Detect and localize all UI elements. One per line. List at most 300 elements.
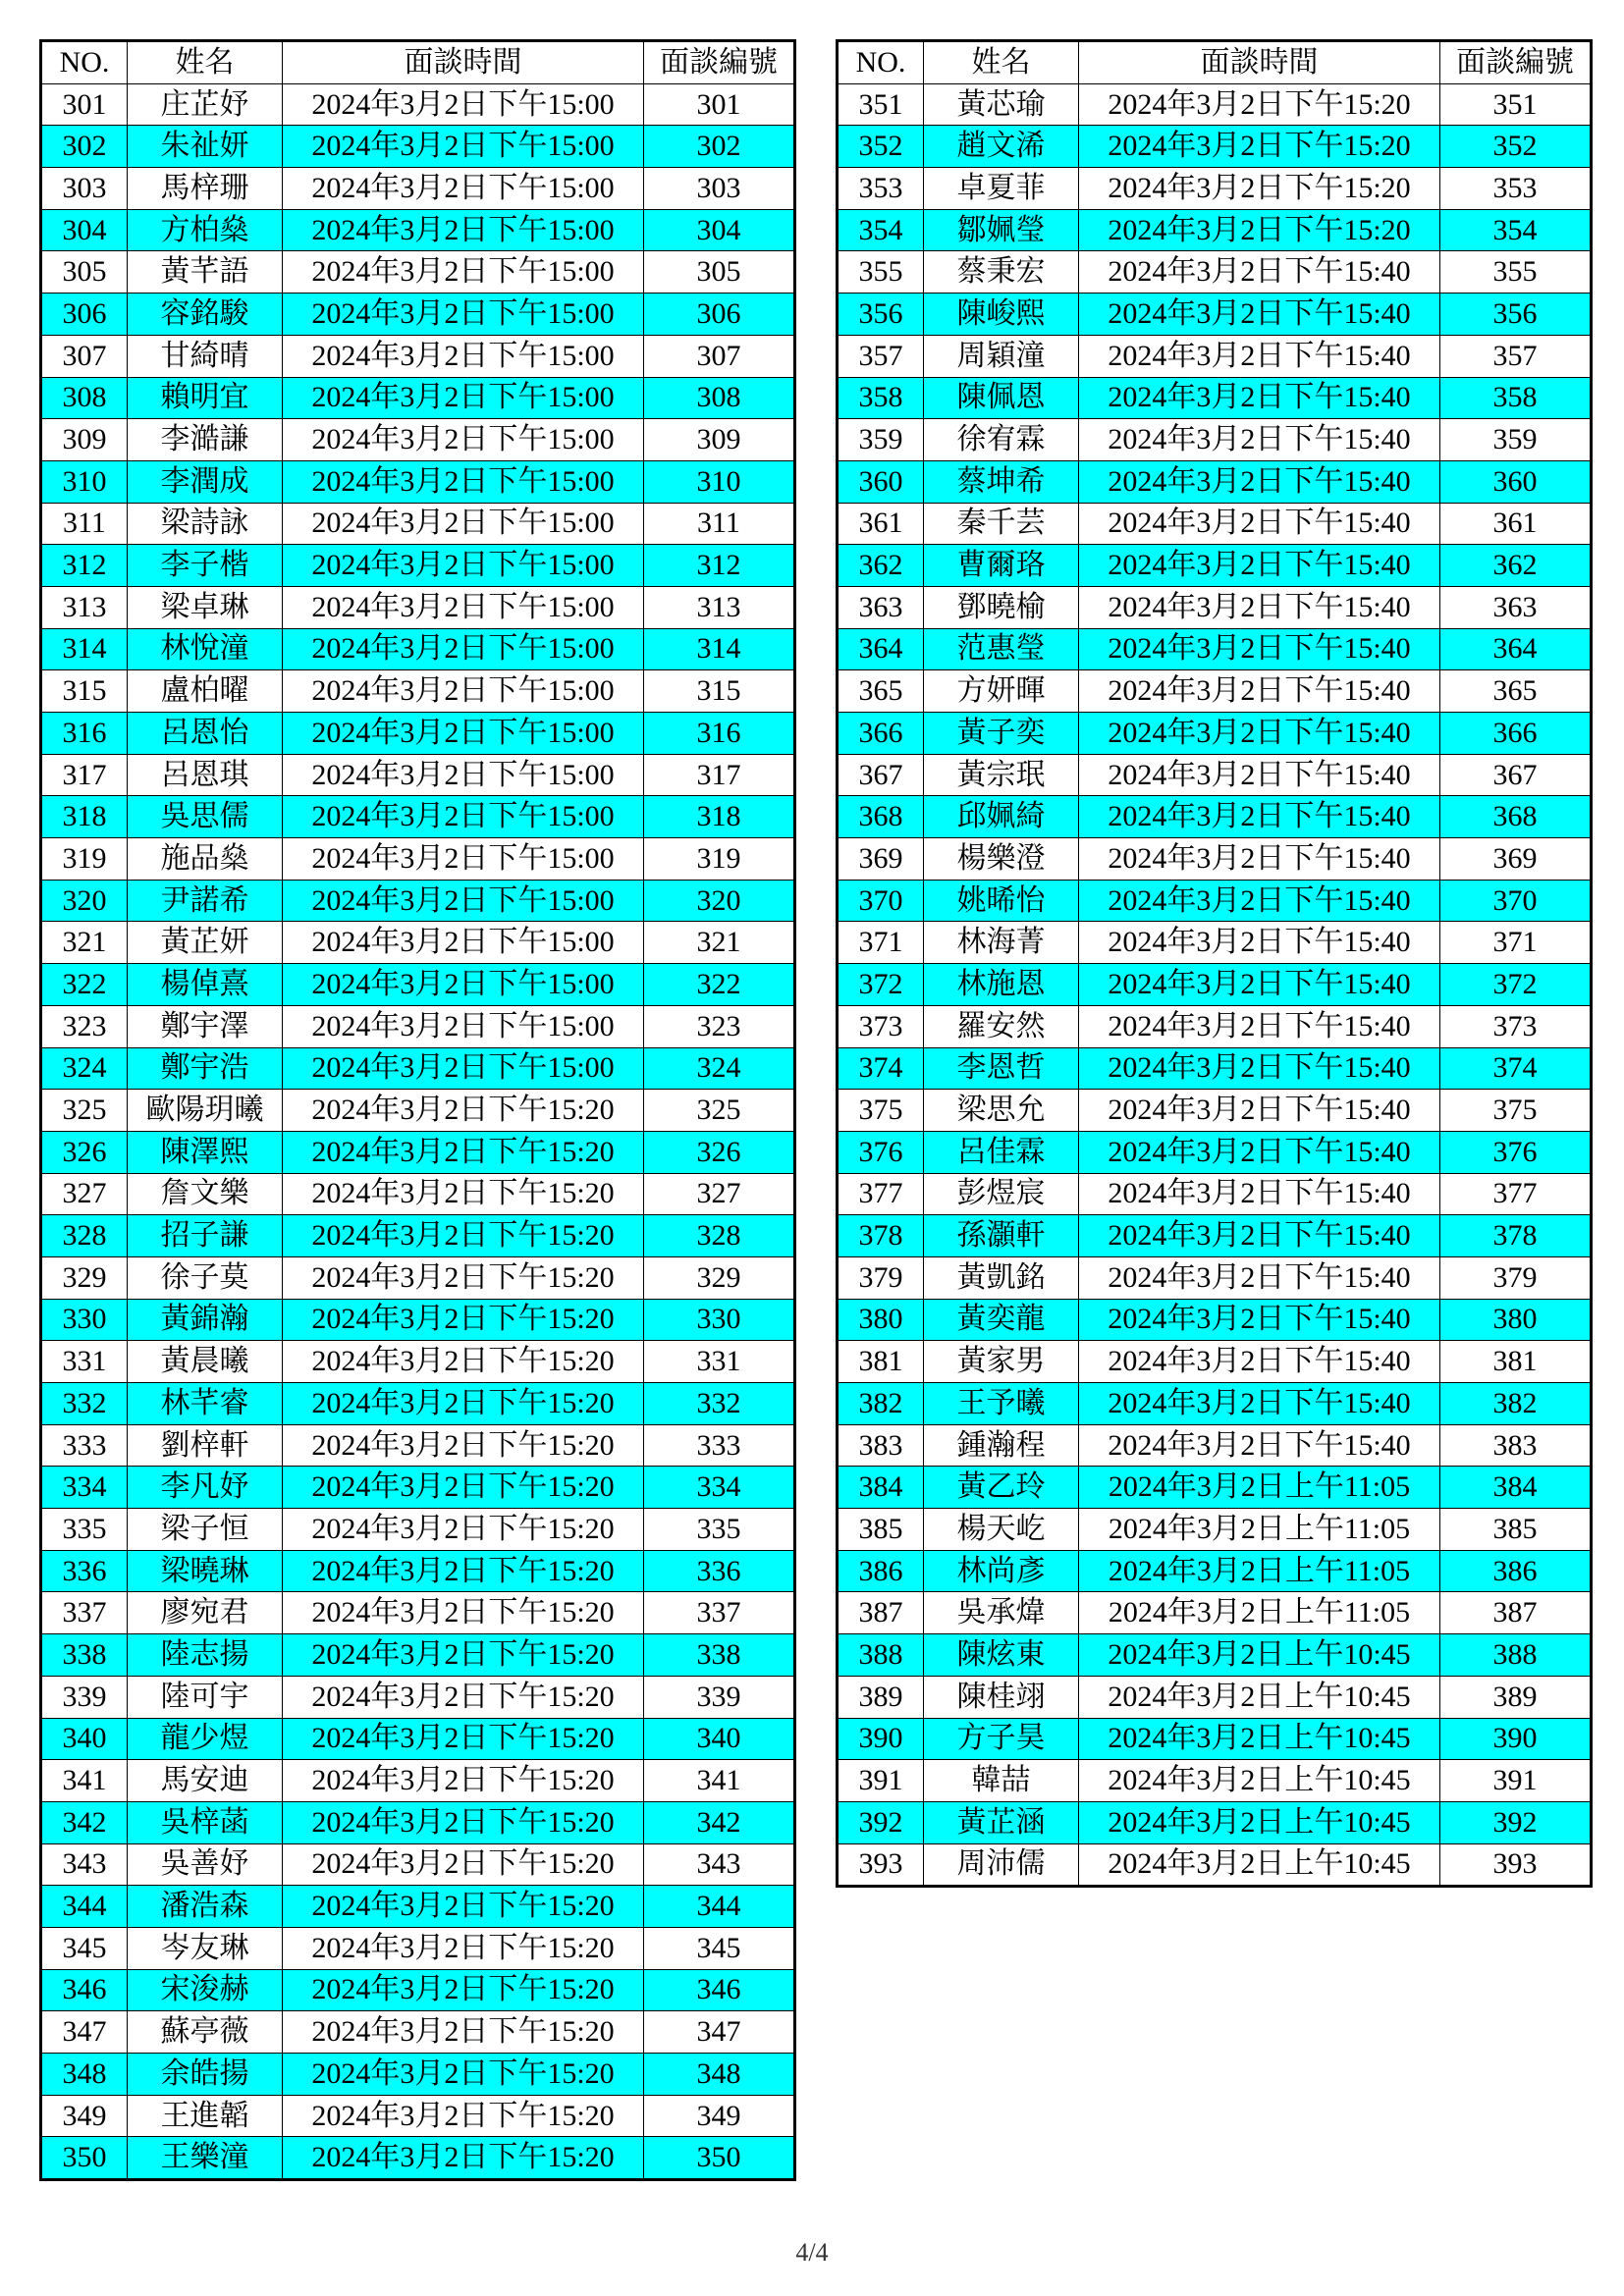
- table-row: [41, 335, 795, 377]
- table-row: [838, 168, 1592, 210]
- cell-time: 2024年3月2日下午15:40: [1079, 880, 1440, 922]
- cell-name: 尹諾希: [128, 880, 283, 922]
- cell-no: 354: [838, 209, 924, 251]
- cell-code: 311: [644, 503, 795, 545]
- cell-time: 2024年3月2日下午15:40: [1079, 419, 1440, 461]
- cell-time: 2024年3月2日下午15:20: [283, 1927, 644, 1969]
- table-row: [41, 1886, 795, 1928]
- cell-no: 325: [41, 1090, 128, 1132]
- cell-code: 384: [1440, 1467, 1592, 1509]
- cell-time: 2024年3月2日下午15:20: [283, 1801, 644, 1843]
- cell-time: 2024年3月2日下午15:00: [283, 1005, 644, 1047]
- cell-time: 2024年3月2日下午15:00: [283, 1047, 644, 1090]
- cell-time: 2024年3月2日下午15:00: [283, 83, 644, 126]
- cell-code: 336: [644, 1550, 795, 1592]
- cell-code: 348: [644, 2054, 795, 2096]
- cell-code: 305: [644, 251, 795, 294]
- cell-no: 345: [41, 1927, 128, 1969]
- cell-no: 311: [41, 503, 128, 545]
- cell-time: 2024年3月2日下午15:40: [1079, 1173, 1440, 1215]
- cell-name: 趙文浠: [924, 126, 1079, 168]
- cell-code: 337: [644, 1592, 795, 1634]
- cell-code: 326: [644, 1131, 795, 1173]
- table-row: [41, 1718, 795, 1760]
- cell-time: 2024年3月2日下午15:20: [283, 1760, 644, 1802]
- table-row: [41, 251, 795, 294]
- table-row: [41, 1509, 795, 1551]
- table-row: [838, 1843, 1592, 1887]
- table-row: [41, 1760, 795, 1802]
- cell-no: 319: [41, 838, 128, 881]
- cell-time: 2024年3月2日下午15:20: [283, 1090, 644, 1132]
- cell-code: 352: [1440, 126, 1592, 168]
- cell-time: 2024年3月2日下午15:20: [283, 1341, 644, 1383]
- cell-no: 392: [838, 1801, 924, 1843]
- table-row: [41, 2011, 795, 2054]
- cell-time: 2024年3月2日下午15:40: [1079, 1047, 1440, 1090]
- cell-code: 333: [644, 1424, 795, 1467]
- cell-name: 吳梓菡: [128, 1801, 283, 1843]
- cell-time: 2024年3月2日下午15:40: [1079, 1341, 1440, 1383]
- cell-no: 376: [838, 1131, 924, 1173]
- cell-name: 方妍暉: [924, 670, 1079, 713]
- cell-code: 386: [1440, 1550, 1592, 1592]
- cell-time: 2024年3月2日下午15:40: [1079, 1215, 1440, 1257]
- cell-no: 352: [838, 126, 924, 168]
- cell-code: 320: [644, 880, 795, 922]
- cell-name: 林施恩: [924, 964, 1079, 1006]
- table-row: [838, 545, 1592, 587]
- cell-time: 2024年3月2日下午15:40: [1079, 1299, 1440, 1341]
- cell-code: 349: [644, 2095, 795, 2137]
- cell-no: 336: [41, 1550, 128, 1592]
- cell-no: 371: [838, 922, 924, 964]
- table-row: [41, 1676, 795, 1718]
- table-row: [838, 713, 1592, 755]
- cell-time: 2024年3月2日下午15:00: [283, 209, 644, 251]
- header-time: 面談時間: [1079, 41, 1440, 84]
- cell-time: 2024年3月2日下午15:40: [1079, 377, 1440, 419]
- table-row: [838, 1467, 1592, 1509]
- cell-name: 鄧曉榆: [924, 586, 1079, 628]
- cell-no: 391: [838, 1760, 924, 1802]
- cell-code: 321: [644, 922, 795, 964]
- table-row: [838, 670, 1592, 713]
- cell-name: 方子昊: [924, 1718, 1079, 1760]
- cell-name: 陸志揚: [128, 1634, 283, 1677]
- cell-code: 324: [644, 1047, 795, 1090]
- cell-time: 2024年3月2日上午10:45: [1079, 1718, 1440, 1760]
- cell-no: 367: [838, 754, 924, 796]
- cell-name: 呂恩琪: [128, 754, 283, 796]
- table-header-row: [838, 41, 1592, 84]
- table-row: [41, 922, 795, 964]
- cell-name: 呂恩怡: [128, 713, 283, 755]
- cell-time: 2024年3月2日下午15:20: [283, 1299, 644, 1341]
- cell-time: 2024年3月2日上午11:05: [1079, 1509, 1440, 1551]
- cell-code: 391: [1440, 1760, 1592, 1802]
- cell-no: 361: [838, 503, 924, 545]
- table-row: [838, 460, 1592, 503]
- cell-name: 黃芊語: [128, 251, 283, 294]
- header-name: 姓名: [924, 41, 1079, 84]
- cell-code: 334: [644, 1467, 795, 1509]
- cell-code: 364: [1440, 628, 1592, 670]
- cell-time: 2024年3月2日下午15:40: [1079, 294, 1440, 336]
- cell-name: 楊倬熹: [128, 964, 283, 1006]
- cell-time: 2024年3月2日下午15:00: [283, 126, 644, 168]
- cell-code: 366: [1440, 713, 1592, 755]
- cell-code: 327: [644, 1173, 795, 1215]
- cell-no: 348: [41, 2054, 128, 2096]
- cell-no: 309: [41, 419, 128, 461]
- table-row: [838, 754, 1592, 796]
- cell-code: 374: [1440, 1047, 1592, 1090]
- cell-name: 賴明宜: [128, 377, 283, 419]
- table-row: [838, 1173, 1592, 1215]
- cell-no: 387: [838, 1592, 924, 1634]
- cell-no: 357: [838, 335, 924, 377]
- cell-code: 312: [644, 545, 795, 587]
- cell-time: 2024年3月2日下午15:20: [283, 1718, 644, 1760]
- cell-code: 379: [1440, 1256, 1592, 1299]
- cell-no: 358: [838, 377, 924, 419]
- cell-time: 2024年3月2日下午15:00: [283, 545, 644, 587]
- table-row: [838, 1424, 1592, 1467]
- cell-name: 黃乙玲: [924, 1467, 1079, 1509]
- cell-name: 鄒姵瑩: [924, 209, 1079, 251]
- cell-code: 344: [644, 1886, 795, 1928]
- table-row: [838, 419, 1592, 461]
- cell-no: 385: [838, 1509, 924, 1551]
- cell-name: 羅安然: [924, 1005, 1079, 1047]
- cell-code: 358: [1440, 377, 1592, 419]
- cell-code: 325: [644, 1090, 795, 1132]
- header-code: 面談編號: [644, 41, 795, 84]
- cell-name: 宋浚赫: [128, 1969, 283, 2011]
- cell-time: 2024年3月2日下午15:20: [283, 1886, 644, 1928]
- cell-time: 2024年3月2日上午11:05: [1079, 1467, 1440, 1509]
- cell-name: 詹文樂: [128, 1173, 283, 1215]
- cell-code: 318: [644, 796, 795, 838]
- cell-code: 360: [1440, 460, 1592, 503]
- cell-code: 319: [644, 838, 795, 881]
- cell-time: 2024年3月2日下午15:20: [283, 1676, 644, 1718]
- cell-no: 369: [838, 838, 924, 881]
- header-no: NO.: [41, 41, 128, 84]
- cell-code: 376: [1440, 1131, 1592, 1173]
- cell-no: 360: [838, 460, 924, 503]
- cell-time: 2024年3月2日下午15:40: [1079, 335, 1440, 377]
- cell-code: 329: [644, 1256, 795, 1299]
- cell-code: 355: [1440, 251, 1592, 294]
- cell-no: 386: [838, 1550, 924, 1592]
- cell-no: 320: [41, 880, 128, 922]
- cell-name: 呂佳霖: [924, 1131, 1079, 1173]
- cell-no: 378: [838, 1215, 924, 1257]
- cell-no: 365: [838, 670, 924, 713]
- cell-code: 370: [1440, 880, 1592, 922]
- header-time: 面談時間: [283, 41, 644, 84]
- cell-time: 2024年3月2日下午15:40: [1079, 503, 1440, 545]
- cell-no: 373: [838, 1005, 924, 1047]
- cell-no: 312: [41, 545, 128, 587]
- cell-time: 2024年3月2日下午15:20: [283, 1634, 644, 1677]
- cell-name: 甘綺晴: [128, 335, 283, 377]
- table-row: [41, 628, 795, 670]
- cell-name: 余皓揚: [128, 2054, 283, 2096]
- cell-name: 周穎潼: [924, 335, 1079, 377]
- cell-no: 343: [41, 1843, 128, 1886]
- cell-code: 304: [644, 209, 795, 251]
- cell-time: 2024年3月2日下午15:20: [283, 1592, 644, 1634]
- header-name: 姓名: [128, 41, 283, 84]
- cell-name: 廖宛君: [128, 1592, 283, 1634]
- table-row: [41, 1341, 795, 1383]
- cell-name: 李澔謙: [128, 419, 283, 461]
- table-row: [41, 2054, 795, 2096]
- cell-code: 354: [1440, 209, 1592, 251]
- cell-name: 陳炫東: [924, 1634, 1079, 1677]
- table-row: [41, 1215, 795, 1257]
- cell-time: 2024年3月2日下午15:40: [1079, 1005, 1440, 1047]
- cell-no: 338: [41, 1634, 128, 1677]
- cell-no: 362: [838, 545, 924, 587]
- cell-no: 384: [838, 1467, 924, 1509]
- cell-name: 王進韜: [128, 2095, 283, 2137]
- table-row: [41, 294, 795, 336]
- cell-no: 393: [838, 1843, 924, 1887]
- cell-name: 楊天屹: [924, 1509, 1079, 1551]
- cell-no: 317: [41, 754, 128, 796]
- cell-no: 328: [41, 1215, 128, 1257]
- cell-name: 姚晞怡: [924, 880, 1079, 922]
- cell-code: 328: [644, 1215, 795, 1257]
- cell-time: 2024年3月2日下午15:40: [1079, 1383, 1440, 1425]
- cell-no: 305: [41, 251, 128, 294]
- table-row: [838, 1592, 1592, 1634]
- cell-code: 350: [644, 2137, 795, 2180]
- cell-time: 2024年3月2日下午15:20: [283, 1215, 644, 1257]
- cell-name: 潘浩森: [128, 1886, 283, 1928]
- cell-time: 2024年3月2日下午15:20: [283, 1424, 644, 1467]
- cell-code: 306: [644, 294, 795, 336]
- cell-name: 蔡坤希: [924, 460, 1079, 503]
- cell-no: 330: [41, 1299, 128, 1341]
- cell-name: 陳桂翊: [924, 1676, 1079, 1718]
- table-row: [838, 335, 1592, 377]
- cell-name: 鍾瀚程: [924, 1424, 1079, 1467]
- interview-table-left: [39, 39, 796, 2181]
- table-row: [838, 1047, 1592, 1090]
- cell-name: 陳峻熙: [924, 294, 1079, 336]
- cell-name: 徐子莫: [128, 1256, 283, 1299]
- cell-no: 337: [41, 1592, 128, 1634]
- cell-name: 邱姵綺: [924, 796, 1079, 838]
- cell-no: 381: [838, 1341, 924, 1383]
- cell-time: 2024年3月2日下午15:00: [283, 168, 644, 210]
- cell-name: 林海菁: [924, 922, 1079, 964]
- cell-name: 鄭宇澤: [128, 1005, 283, 1047]
- cell-time: 2024年3月2日下午15:00: [283, 460, 644, 503]
- cell-time: 2024年3月2日下午15:00: [283, 670, 644, 713]
- table-row: [41, 377, 795, 419]
- cell-time: 2024年3月2日下午15:20: [283, 1509, 644, 1551]
- cell-no: 329: [41, 1256, 128, 1299]
- cell-code: 382: [1440, 1383, 1592, 1425]
- cell-no: 322: [41, 964, 128, 1006]
- cell-name: 方柏燊: [128, 209, 283, 251]
- table-row: [41, 1592, 795, 1634]
- table-row: [41, 1927, 795, 1969]
- cell-no: 374: [838, 1047, 924, 1090]
- table-row: [838, 377, 1592, 419]
- cell-no: 307: [41, 335, 128, 377]
- table-row: [838, 503, 1592, 545]
- cell-name: 徐宥霖: [924, 419, 1079, 461]
- table-row: [838, 1215, 1592, 1257]
- cell-time: 2024年3月2日下午15:00: [283, 586, 644, 628]
- page-number: 4/4: [795, 2238, 829, 2267]
- cell-no: 333: [41, 1424, 128, 1467]
- cell-name: 林芊睿: [128, 1383, 283, 1425]
- cell-time: 2024年3月2日下午15:40: [1079, 1131, 1440, 1173]
- cell-no: 301: [41, 83, 128, 126]
- cell-name: 彭煜宸: [924, 1173, 1079, 1215]
- cell-code: 347: [644, 2011, 795, 2054]
- cell-name: 岑友琳: [128, 1927, 283, 1969]
- cell-no: 366: [838, 713, 924, 755]
- table-row: [41, 83, 795, 126]
- cell-time: 2024年3月2日下午15:40: [1079, 586, 1440, 628]
- cell-code: 341: [644, 1760, 795, 1802]
- cell-no: 321: [41, 922, 128, 964]
- cell-time: 2024年3月2日下午15:00: [283, 294, 644, 336]
- cell-time: 2024年3月2日下午15:00: [283, 796, 644, 838]
- header-code: 面談編號: [1440, 41, 1592, 84]
- table-row: [41, 670, 795, 713]
- table-row: [41, 545, 795, 587]
- cell-name: 李恩哲: [924, 1047, 1079, 1090]
- table-row: [838, 586, 1592, 628]
- table-row: [838, 251, 1592, 294]
- cell-code: 363: [1440, 586, 1592, 628]
- table-row: [838, 922, 1592, 964]
- cell-time: 2024年3月2日下午15:20: [283, 1550, 644, 1592]
- table-row: [41, 2095, 795, 2137]
- table-row: [838, 1256, 1592, 1299]
- cell-name: 周沛儒: [924, 1843, 1079, 1887]
- cell-name: 容銘駿: [128, 294, 283, 336]
- cell-no: 323: [41, 1005, 128, 1047]
- cell-time: 2024年3月2日上午11:05: [1079, 1592, 1440, 1634]
- cell-no: 310: [41, 460, 128, 503]
- cell-name: 馬安迪: [128, 1760, 283, 1802]
- cell-name: 黃家男: [924, 1341, 1079, 1383]
- table-row: [41, 1256, 795, 1299]
- cell-name: 吳善妤: [128, 1843, 283, 1886]
- cell-name: 梁思允: [924, 1090, 1079, 1132]
- cell-time: 2024年3月2日下午15:40: [1079, 964, 1440, 1006]
- table-row: [41, 1801, 795, 1843]
- cell-time: 2024年3月2日下午15:20: [1079, 83, 1440, 126]
- cell-no: 326: [41, 1131, 128, 1173]
- table-row: [838, 1718, 1592, 1760]
- cell-no: 335: [41, 1509, 128, 1551]
- cell-name: 卓夏菲: [924, 168, 1079, 210]
- table-row: [41, 880, 795, 922]
- cell-no: 375: [838, 1090, 924, 1132]
- cell-name: 李潤成: [128, 460, 283, 503]
- cell-code: 353: [1440, 168, 1592, 210]
- cell-no: 389: [838, 1676, 924, 1718]
- cell-time: 2024年3月2日上午10:45: [1079, 1634, 1440, 1677]
- cell-code: 371: [1440, 922, 1592, 964]
- cell-code: 302: [644, 126, 795, 168]
- cell-code: 316: [644, 713, 795, 755]
- cell-time: 2024年3月2日下午15:00: [283, 922, 644, 964]
- cell-time: 2024年3月2日下午15:20: [283, 2137, 644, 2180]
- cell-no: 368: [838, 796, 924, 838]
- cell-time: 2024年3月2日下午15:00: [283, 964, 644, 1006]
- table-row: [41, 838, 795, 881]
- cell-code: 367: [1440, 754, 1592, 796]
- cell-time: 2024年3月2日下午15:40: [1079, 796, 1440, 838]
- table-row: [41, 419, 795, 461]
- cell-name: 施品燊: [128, 838, 283, 881]
- cell-code: 303: [644, 168, 795, 210]
- table-row: [41, 1467, 795, 1509]
- cell-time: 2024年3月2日下午15:00: [283, 419, 644, 461]
- cell-code: 322: [644, 964, 795, 1006]
- cell-no: 315: [41, 670, 128, 713]
- table-row: [838, 1299, 1592, 1341]
- cell-code: 346: [644, 1969, 795, 2011]
- cell-name: 歐陽玥曦: [128, 1090, 283, 1132]
- cell-no: 318: [41, 796, 128, 838]
- cell-time: 2024年3月2日下午15:20: [283, 2054, 644, 2096]
- cell-time: 2024年3月2日下午15:40: [1079, 754, 1440, 796]
- table-body-left: [41, 83, 795, 2179]
- cell-code: 317: [644, 754, 795, 796]
- cell-time: 2024年3月2日下午15:40: [1079, 838, 1440, 881]
- cell-code: 301: [644, 83, 795, 126]
- table-row: [838, 1509, 1592, 1551]
- cell-name: 陳澤熙: [128, 1131, 283, 1173]
- cell-no: 314: [41, 628, 128, 670]
- cell-no: 370: [838, 880, 924, 922]
- table-row: [41, 1047, 795, 1090]
- cell-time: 2024年3月2日下午15:20: [283, 1131, 644, 1173]
- table-row: [838, 1801, 1592, 1843]
- cell-code: 314: [644, 628, 795, 670]
- table-row: [41, 126, 795, 168]
- cell-name: 梁曉琳: [128, 1550, 283, 1592]
- cell-no: 327: [41, 1173, 128, 1215]
- cell-no: 377: [838, 1173, 924, 1215]
- cell-no: 344: [41, 1886, 128, 1928]
- table-row: [41, 796, 795, 838]
- cell-no: 313: [41, 586, 128, 628]
- cell-no: 350: [41, 2137, 128, 2180]
- cell-name: 黃芷妍: [128, 922, 283, 964]
- cell-code: 383: [1440, 1424, 1592, 1467]
- cell-no: 332: [41, 1383, 128, 1425]
- cell-no: 379: [838, 1256, 924, 1299]
- table-row: [41, 1131, 795, 1173]
- cell-code: 313: [644, 586, 795, 628]
- table-row: [41, 713, 795, 755]
